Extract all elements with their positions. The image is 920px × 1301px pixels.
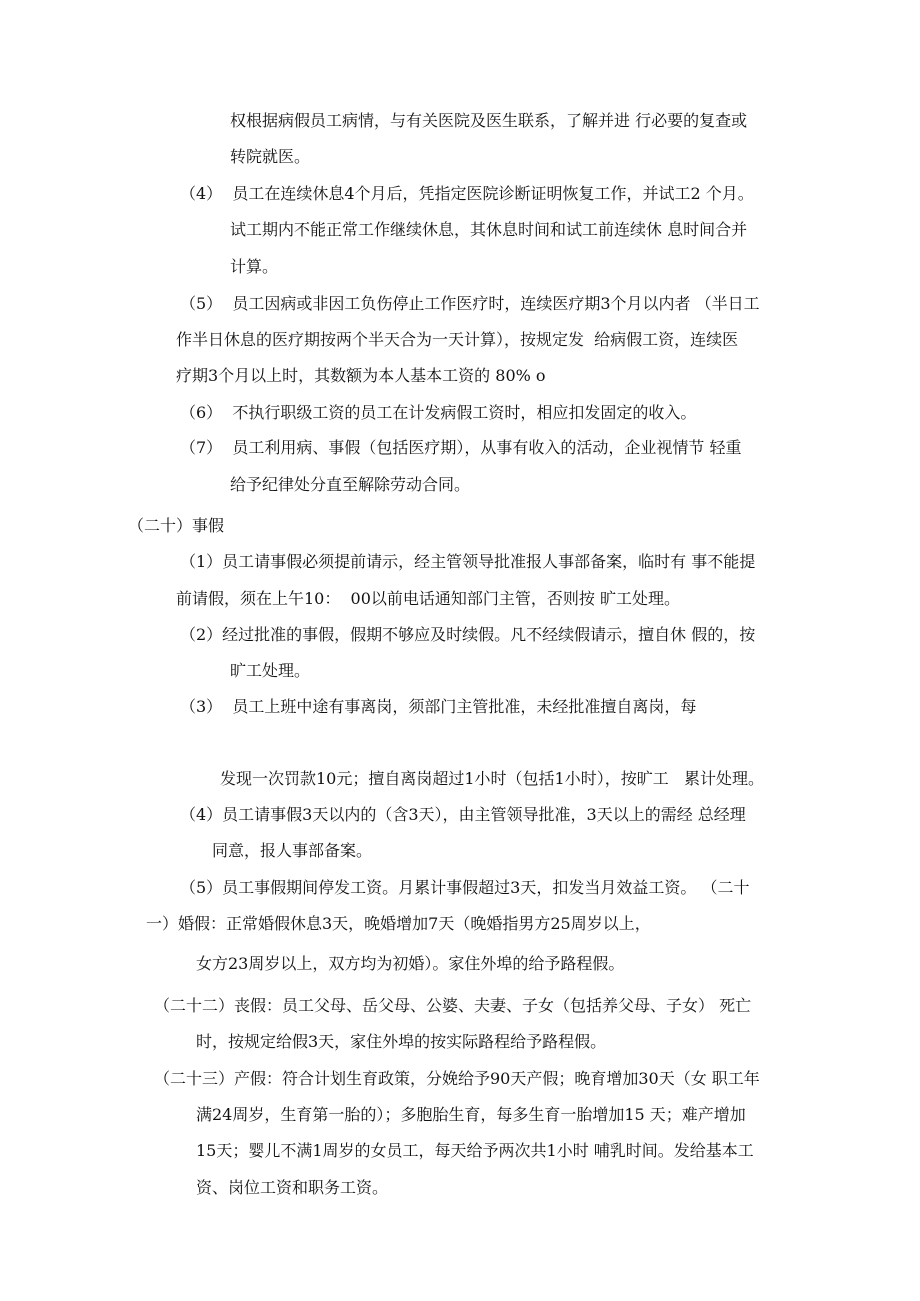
- text-line: 给予纪律处分直至解除劳动合同。: [230, 475, 471, 494]
- text-line: 转院就医。: [230, 147, 311, 166]
- text-line: 15天；婴儿不满1周岁的女员工，每天给予两次共1小时 哺乳时间。发给基本工: [196, 1141, 754, 1160]
- text-line: （1）员工请事假必须提前请示，经主管领导批准报人事部备案，临时有 事不能提: [180, 552, 756, 571]
- text-line: 计算。: [230, 257, 279, 276]
- section-heading: 一）婚假：正常婚假休息3天，晚婚增加7天（晚婚指男方25周岁以上，: [146, 914, 651, 933]
- section-heading: （二十二）丧假：员工父母、岳父母、公婆、夫妻、子女（包括养父母、子女） 死亡: [154, 996, 752, 1015]
- text-line: （2）经过批准的事假，假期不够应及时续假。凡不经续假请示，擅自休 假的，按: [180, 625, 756, 644]
- text-line: 前请假，须在上午10： 00以前电话通知部门主管，否则按 旷工处理。: [176, 589, 680, 608]
- text-line: （5）员工事假期间停发工资。月累计事假超过3天，扣发当月效益工资。 （二十: [180, 878, 750, 897]
- text-line: 试工期内不能正常工作继续休息，其休息时间和试工前连续休 息时间合并: [230, 220, 748, 239]
- text-line: 作半日休息的医疗期按两个半天合为一天计算），按规定发 给病假工资，连续医: [176, 330, 739, 349]
- text-line: 满24周岁，生育第一胎的）；多胞胎生育，每多生育一胎增加15 天；难产增加: [196, 1105, 746, 1124]
- text-line: （5） 员工因病或非因工负伤停止工作医疗时，连续医疗期3个月以内者 （半日工: [180, 294, 760, 313]
- text-line: 发现一次罚款10元；擅自离岗超过1小时（包括1小时），按旷工 累计处理。: [220, 769, 764, 788]
- text-line: （6） 不执行职级工资的员工在计发病假工资时，相应扣发固定的收入。: [180, 403, 697, 422]
- text-line: （7） 员工利用病、事假（包括医疗期），从事有收入的活动，企业视情节 轻重: [180, 438, 742, 457]
- text-line: 资、岗位工资和职务工资。: [196, 1178, 389, 1197]
- section-heading: （二十三）产假：符合计划生育政策，分娩给予90天产假；晚育增加30天（女 职工年: [154, 1069, 760, 1088]
- text-line: 女方23周岁以上，双方均为初婚）。家住外埠的给予路程假。: [196, 954, 625, 973]
- text-line: 时，按规定给假3天，家住外埠的按实际路程给予路程假。: [196, 1032, 607, 1051]
- text-line: （4） 员工在连续休息4个月后，凭指定医院诊断证明恢复工作，并试工2 个月。: [180, 184, 754, 203]
- section-heading: （二十）事假: [128, 516, 225, 535]
- text-line: （3） 员工上班中途有事离岗，须部门主管批准，未经批准擅自离岗，每: [180, 697, 697, 716]
- text-line: 权根据病假员工病情，与有关医院及医生联系，了解并进 行必要的复查或: [230, 111, 748, 130]
- text-line: （4）员工请事假3天以内的（含3天），由主管领导批准，3天以上的需经 总经理: [180, 805, 746, 824]
- text-line: 同意，报人事部备案。: [212, 841, 373, 860]
- text-line: 旷工处理。: [230, 661, 311, 680]
- text-line: 疗期3个月以上时，其数额为本人基本工资的 80% o: [176, 366, 546, 385]
